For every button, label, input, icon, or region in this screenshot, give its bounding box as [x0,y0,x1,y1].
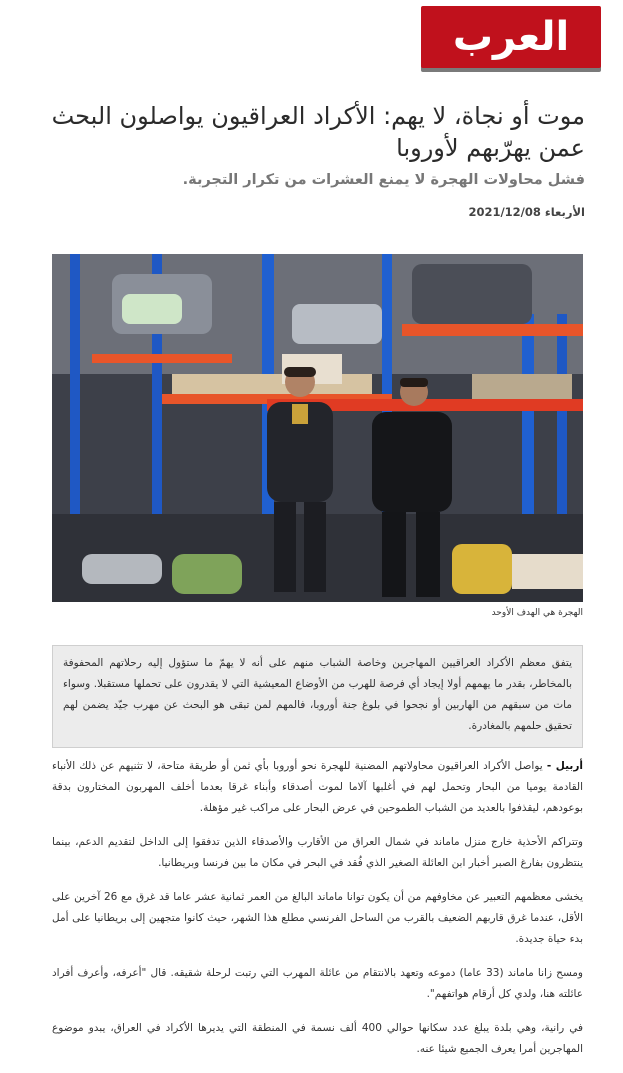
article-paragraph: في رانية، وهي بلدة يبلغ عدد سكانها حوالي 400 ألف نسمة في المنطقة التي يديرها الأكراد في العراق، يبدو موضوع المهاجرين أمرا يعرف الجميع شيئا عنه. [52,1022,583,1055]
article-intro-box [52,645,583,748]
article-body [52,756,583,1073]
photo-caption: الهجرة هي الهدف الأوحد [491,608,583,618]
article-title: موت أو نجاة، لا يهم: الأكراد العراقيون يواصلون البحث عمن يهرّبهم لأوروبا [51,102,585,162]
article-date: الأربعاء 2021/12/08 [468,205,585,219]
article-paragraph: ومسح زانا ماماند (33 عاما) دموعه وتعهد بالانتقام من عائلة المهرب التي رتبت لرحلة شقيقه. قال "أعرفه، وأعرف أفراد عائلته هنا، ولدي كل أرقام هواتفهم". [52,967,584,1000]
logo-text: العرب [452,14,570,60]
article-paragraph [52,756,583,819]
article-paragraph: وتتراكم الأحذية خارج منزل ماماند في شمال العراق من الأقارب والأصدقاء الذين تدفقوا إلى الداخل لتقديم الدعم، بينما ينتظرون بفارغ الصبر أخبار ابن العائلة الصغير الذي فُقد في البحر في مكان ما بين فرنسا وبريطانيا. [52,836,583,869]
dateline: أربيل - [546,760,584,772]
article-paragraph: يخشى معظمهم التعبير عن مخاوفهم من أن يكون توانا ماماند البالغ من العمر ثمانية عشر عاما قد غرق مع 26 آخرين على الأقل، عندما غرق قاربهم الضعيف بالقرب من الساحل الفرنسي مطلع هذا الشهر، حيث كانوا متجهين إلى بريطانيا على أمل بدء حياة جديدة. [52,891,583,945]
article-subtitle: فشل محاولات الهجرة لا يمنع العشرات من تكرار التجربة. [182,172,585,188]
site-logo[interactable] [421,6,601,68]
article-intro-text: يتفق معظم الأكراد العراقيين المهاجرين وخاصة الشباب منهم على أنه لا يهمّ ما ستؤول إليه رحلاتهم المحفوفة بالمخاطر، بقدر ما يهمهم أولا إيجاد أي فرصة للهرب من الأوضاع المعيشية التي لا يقدرون على تحملها مستقبلا. وسواء مات من سبقهم من الهاربين أو نجحوا في بلوغ جنة أوروبا، فالمهم لمن تبقى هو البحث عن مهرب جيّد يضمن لهم تحقيق حلمهم بالمغادرة. [63,657,572,732]
photo-illustration [52,254,583,602]
paragraph-text: يواصل الأكراد العراقيون محاولاتهم المضنية للهجرة نحو أوروبا بأي ثمن أو طريقة متاحة، لا تثنيهم عن ذلك الأنباء القادمة يوميا من البحار وتحمل لهم في أغلبها آلاما لموت أصدقاء وأبناء غرقا بعدما أخلف المهربون المختارون بدقة بوعودهم، ليقذفوا بالعديد من الشباب الطموحين في عرض البحار على مراكب غير مؤهلة. [52,760,583,814]
article-photo [52,254,583,602]
